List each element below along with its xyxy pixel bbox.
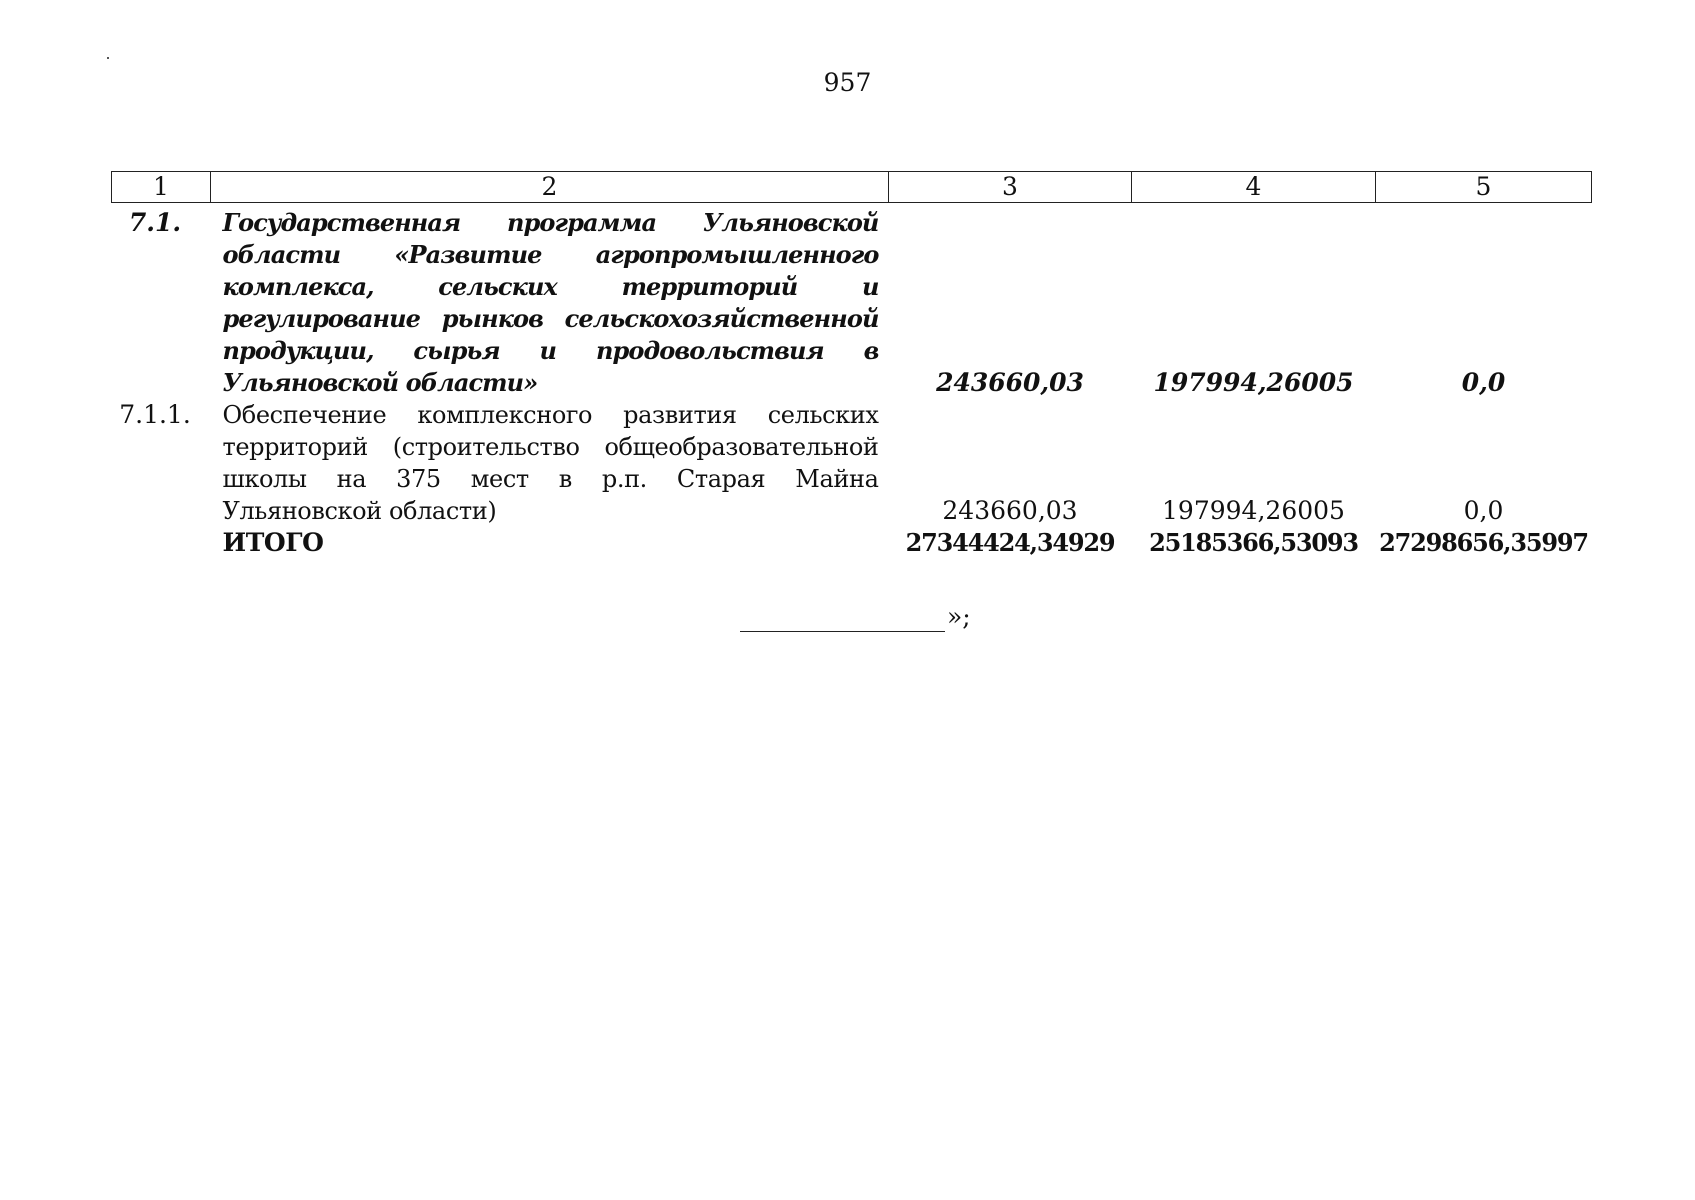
row-number	[112, 527, 211, 559]
header-row	[112, 172, 1592, 203]
table-row-subitem	[112, 399, 1592, 527]
budget-table	[111, 171, 1592, 559]
scan-speck	[107, 57, 109, 59]
row-value-col4: 25185366,53093	[1149, 528, 1358, 557]
row-value-col3: 243660,03	[936, 368, 1084, 397]
row-name: ИТОГО	[222, 528, 324, 557]
row-name: Государственная программа Ульяновской области «Развитие агропромышленного комплекса, сельских территорий и регулирование рынков сельскохозяйственной продукции, сырья и продовольствия в Ульяновской области»	[222, 208, 879, 397]
header-col-2: 2	[211, 172, 889, 203]
table-row-total	[112, 527, 1592, 559]
header-col-3: 3	[889, 172, 1132, 203]
header-col-5: 5	[1376, 172, 1592, 203]
row-number: 7.1.1.	[119, 400, 191, 429]
page-number: 957	[823, 68, 872, 97]
row-value-col3: 243660,03	[942, 496, 1078, 525]
row-value-col5: 0,0	[1463, 496, 1504, 525]
table-body	[112, 203, 1592, 560]
row-value-col3: 27344424,34929	[905, 528, 1115, 557]
closing-quote: »;	[947, 602, 971, 631]
row-number: 7.1.	[128, 208, 182, 237]
row-value-col4: 197994,26005	[1153, 368, 1354, 397]
header-col-1: 1	[112, 172, 211, 203]
row-name: Обеспечение комплексного развития сельских территорий (строительство общеобразовательной школы на 375 мест в р.п. Старая Майна Ульяновской области)	[222, 401, 879, 525]
row-value-col4: 197994,26005	[1162, 496, 1345, 525]
table-row-program	[112, 203, 1592, 400]
header-col-4: 4	[1132, 172, 1376, 203]
row-value-col5: 0,0	[1461, 368, 1506, 397]
table-header	[112, 172, 1592, 203]
row-value-col5: 27298656,35997	[1379, 528, 1588, 557]
closing-rule	[740, 607, 945, 632]
closing-mark	[740, 602, 971, 632]
